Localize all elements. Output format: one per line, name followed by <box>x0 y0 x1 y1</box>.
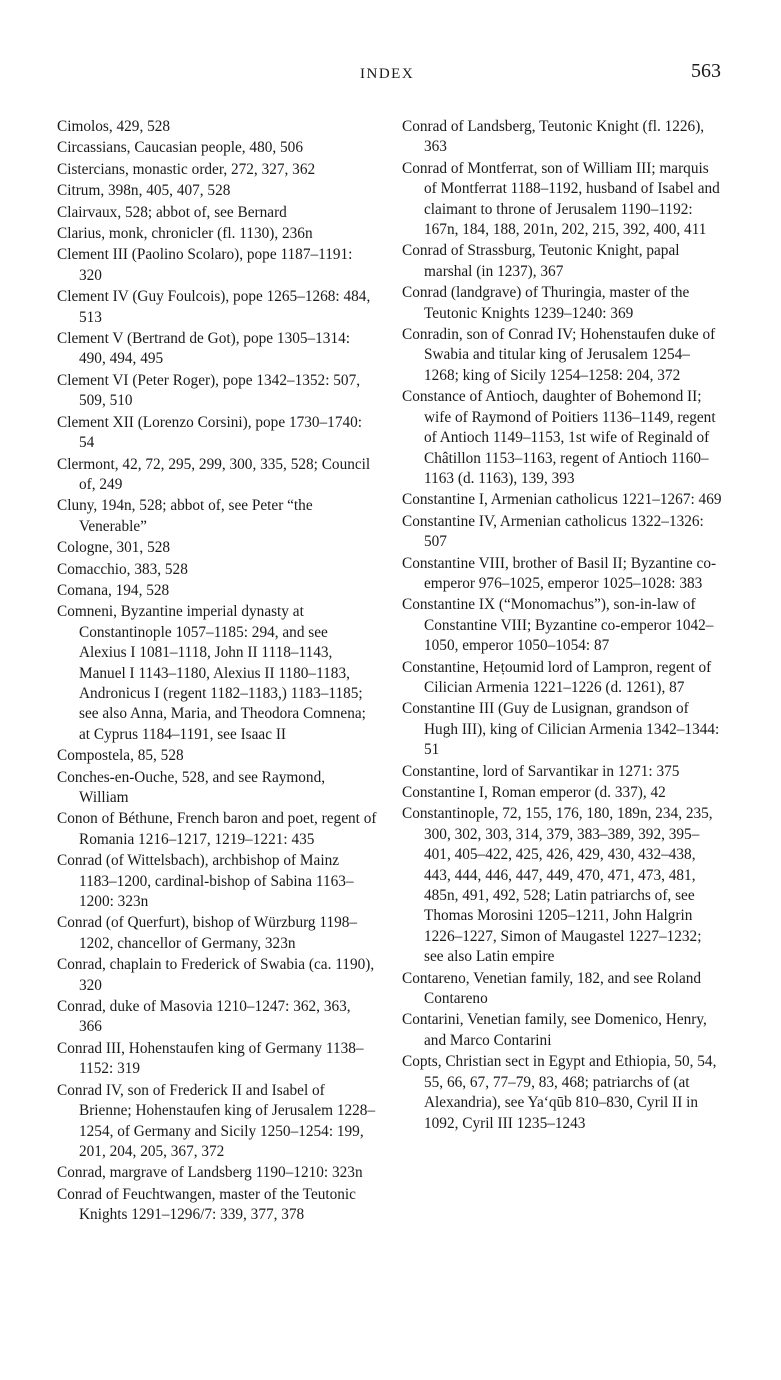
index-entry: Citrum, 398n, 405, 407, 528 <box>57 182 231 200</box>
index-entry: Constantine I, Roman emperor (d. 337), 42 <box>402 784 666 801</box>
index-entry: Conrad of Strassburg, Teutonic Knight, papal marshal (in 1237), 367 <box>402 242 680 280</box>
index-entry: Conrad of Feuchtwangen, master of the Teutonic Knights 1291–1296/7: 339, 377, 378 <box>57 1185 356 1224</box>
index-entry: Conrad (landgrave) of Thuringia, master of the Teutonic Knights 1239–1240: 369 <box>402 284 690 322</box>
index-entry: Clement III (Paolino Scolaro), pope 1187–1191: 320 <box>57 246 353 284</box>
index-entry: Conrad IV, son of Frederick II and Isabel of Brienne; Hohenstaufen king of Jerusalem 1228–1254, of Germany and Sicily 1250–1254: 199, 201, 204, 205, 367, 372 <box>57 1081 376 1160</box>
index-entry: Clermont, 42, 72, 295, 299, 300, 335, 528; Council of, 249 <box>57 455 371 493</box>
index-entry: Comana, 194, 528 <box>57 581 170 599</box>
index-entry: Constantine IX (“Monomachus”), son-in-law of Constantine VIII; Byzantine co-emperor 1042–1050, emperor 1050–1054: 87 <box>402 596 714 655</box>
index-entry: Comacchio, 383, 528 <box>57 560 188 578</box>
index-entry: Conrad (of Querfurt), bishop of Würzburg 1198–1202, chancellor of Germany, 323n <box>57 914 358 952</box>
index-entry: Constantine VIII, brother of Basil II; Byzantine co-emperor 976–1025, emperor 1025–1028: 383 <box>402 554 717 592</box>
index-entry: Conrad, chaplain to Frederick of Swabia (ca. 1190), 320 <box>57 956 375 994</box>
index-entry: Conches-en-Ouche, 528, and see Raymond, William <box>57 768 326 806</box>
index-entry: Constance of Antioch, daughter of Bohemond II; wife of Raymond of Poitiers 1136–1149, regent of Antioch 1149–1153, 1st wife of Reginald of Châtillon 1153–1163, regent of Antioch 1160–1163 (d. 1163), 139, 393 <box>402 388 716 487</box>
index-entry: Conrad, margrave of Landsberg 1190–1210: 323n <box>57 1164 363 1182</box>
page-number: 563 <box>691 60 721 82</box>
index-entry: Clement IV (Guy Foulcois), pope 1265–1268: 484, 513 <box>57 288 371 326</box>
index-entry: Conrad of Montferrat, son of William III; marquis of Montferrat 1188–1192, husband of Isabel and claimant to throne of Jerusalem 1190–1192: 167n, 184, 188, 201n, 202, 215, 392, 400, 411 <box>402 159 720 239</box>
index-entry: Constantine I, Armenian catholicus 1221–1267: 469 <box>402 491 722 509</box>
index-entry: Conrad, duke of Masovia 1210–1247: 362, 363, 366 <box>57 998 351 1036</box>
index-entry: Conrad III, Hohenstaufen king of Germany 1138–1152: 319 <box>57 1039 364 1078</box>
index-entry: Contarini, Venetian family, see Domenico, Henry, and Marco Contarini <box>402 1011 707 1049</box>
index-column-left <box>57 117 377 1227</box>
index-entry: Constantine IV, Armenian catholicus 1322–1326: 507 <box>402 512 704 551</box>
index-entry: Constantine, lord of Sarvantikar in 1271: 375 <box>402 762 680 780</box>
index-entry: Constantine III (Guy de Lusignan, grandson of Hugh III), king of Cilician Armenia 1342–1344: 51 <box>402 700 720 759</box>
index-entry: Cistercians, monastic order, 272, 327, 362 <box>57 160 316 178</box>
index-entry: Cologne, 301, 528 <box>57 539 171 557</box>
index-entry: Constantinople, 72, 155, 176, 180, 189n, 234, 235, 300, 302, 303, 314, 379, 383–389, 392, 395–401, 405–422, 425, 426, 429, 430, 432–438, 443, 444, 446, 447, 449, 470, 471, 473, 481, 485n, 491, 492, 528; Latin patriarchs of, see Thomas Morosini 1205–1211, John Halgrin 1226–1227, Simon of Maugastel 1227–1232; see also Latin empire <box>402 805 713 966</box>
index-column-right <box>402 117 722 1135</box>
index-entry: Conrad (of Wittelsbach), archbishop of Mainz 1183–1200, cardinal-bishop of Sabina 1163–1200: 323n <box>57 852 354 911</box>
index-entry: Clement VI (Peter Roger), pope 1342–1352: 507, 509, 510 <box>57 371 361 410</box>
index-entry: Constantine, Heṭoumid lord of Lampron, regent of Cilician Armenia 1221–1226 (d. 1261), 87 <box>402 658 712 696</box>
index-entry: Clairvaux, 528; abbot of, see Bernard <box>57 203 287 221</box>
page-header <box>0 60 781 90</box>
index-entry: Copts, Christian sect in Egypt and Ethiopia, 50, 54, 55, 66, 67, 77–79, 83, 468; patriarchs of (at Alexandria), see Ya‘qūb 810–830, Cyril II in 1092, Cyril III 1235–1243 <box>402 1053 717 1132</box>
index-entry: Conradin, son of Conrad IV; Hohenstaufen duke of Swabia and titular king of Jerusalem 1254–1268; king of Sicily 1254–1258: 204, 372 <box>402 326 716 384</box>
index-entry: Contareno, Venetian family, 182, and see Roland Contareno <box>402 969 702 1008</box>
index-entry: Clement V (Bertrand de Got), pope 1305–1314: 490, 494, 495 <box>57 330 351 368</box>
index-entry: Cimolos, 429, 528 <box>57 118 171 135</box>
index-entry: Cluny, 194n, 528; abbot of, see Peter “the Venerable” <box>57 497 313 535</box>
index-entry: Compostela, 85, 528 <box>57 747 184 765</box>
index-entry: Circassians, Caucasian people, 480, 506 <box>57 139 303 157</box>
index-entry: Conrad of Landsberg, Teutonic Knight (fl. 1226), 363 <box>402 118 705 156</box>
index-entry: Conon of Béthune, French baron and poet, regent of Romania 1216–1217, 1219–1221: 435 <box>57 810 377 848</box>
running-head: INDEX <box>360 66 415 82</box>
index-entry: Clement XII (Lorenzo Corsini), pope 1730–1740: 54 <box>57 413 363 452</box>
index-entry: Comneni, Byzantine imperial dynasty at Constantinople 1057–1185: 294, and see Alexius I 1081–1118, John II 1118–1143, Manuel I 1143–1180, Alexius II 1180–1183, Andronicus I (regent 1182–1183,) 1183–1185; see also Anna, Maria, and Theodora Comnena; at Cyprus 1184–1191, see Isaac II <box>57 603 366 743</box>
index-entry: Clarius, monk, chronicler (fl. 1130), 236n <box>57 225 313 243</box>
